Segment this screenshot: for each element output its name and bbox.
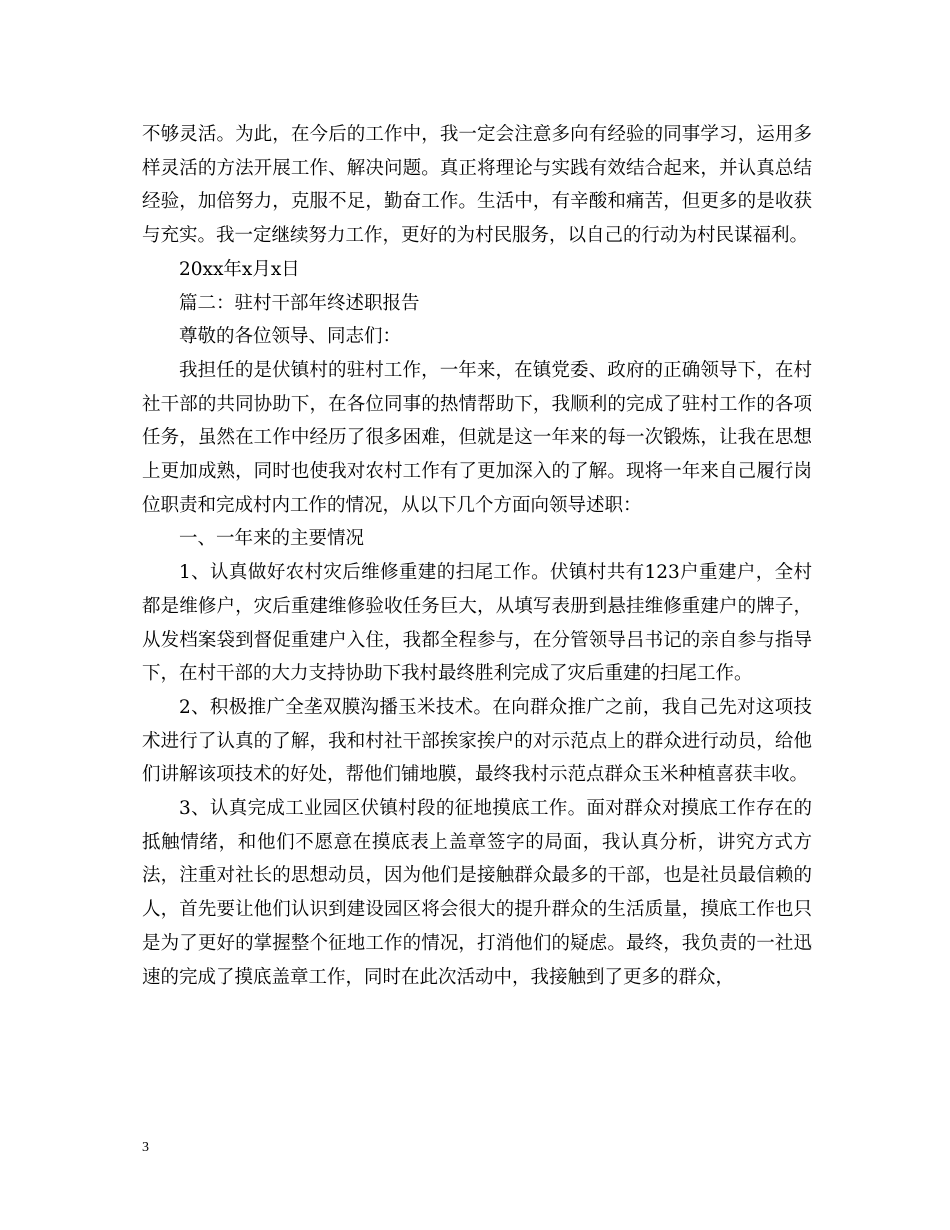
paragraph-1: 不够灵活。为此，在今后的工作中，我一定会注意多向有经验的同事学习，运用多样灵活的方法开展工作、解决问题。真正将理论与实践有效结合起来，并认真总结经验，加倍努力，克服不足，勤奋工作。生活中，有辛酸和痛苦，但更多的是收获与充实。我一定继续努力工作，更好的为村民服务，以自己的行动为村民谋福利。 — [142, 124, 812, 247]
paragraph-item-1: 1、认真做好农村灾后维修重建的扫尾工作。伏镇村共有123户重建户，全村都是维修户，灾后重建维修验收任务巨大，从填写表册到悬挂维修重建户的牌子，从发档案袋到督促重建户入住，我都全程参与，在分管领导吕书记的亲自参与指导下，在村干部的大力支持协助下我村最终胜利完成了灾后重建的扫尾工作。 — [142, 562, 812, 685]
section-title: 篇二：驻村干部年终述职报告 — [179, 292, 420, 314]
salutation: 尊敬的各位领导、同志们： — [179, 326, 402, 348]
paragraph-intro: 我担任的是伏镇村的驻村工作，一年来，在镇党委、政府的正确领导下，在村社干部的共同协助下，在各位同事的热情帮助下，我顺利的完成了驻村工作的各项任务，虽然在工作中经历了很多困难，但就是这一年来的每一次锻炼，让我在思想上更加成熟，同时也使我对农村工作有了更加深入的了解。现将一年来自己履行岗位职责和完成村内工作的情况，从以下几个方面向领导述职： — [142, 359, 812, 516]
date-line: 20xx年x月x日 — [179, 258, 300, 280]
paragraph-item-2: 2、积极推广全垄双膜沟播玉米技术。在向群众推广之前，我自己先对这项技术进行了认真的了解，我和村社干部挨家挨户的对示范点上的群众进行动员，给他们讲解该项技术的好处，帮他们铺地膜，最终我村示范点群众玉米种植喜获丰收。 — [142, 696, 812, 786]
paragraph-item-3: 3、认真完成工业园区伏镇村段的征地摸底工作。面对群众对摸底工作存在的抵触情绪，和他们不愿意在摸底表上盖章签字的局面，我认真分析，讲究方式方法，注重对社长的思想动员，因为他们是接触群众最多的干部，也是社员最信赖的人，首先要让他们认识到建设园区将会很大的提升群众的生活质量，摸底工作也只是为了更好的掌握整个征地工作的情况，打消他们的疑虑。最终，我负责的一社迅速的完成了摸底盖章工作，同时在此次活动中，我接触到了更多的群众， — [142, 798, 812, 988]
document-body — [142, 118, 812, 994]
heading-main-situation: 一、一年来的主要情况 — [179, 528, 365, 550]
page-number: 3 — [142, 1140, 149, 1155]
